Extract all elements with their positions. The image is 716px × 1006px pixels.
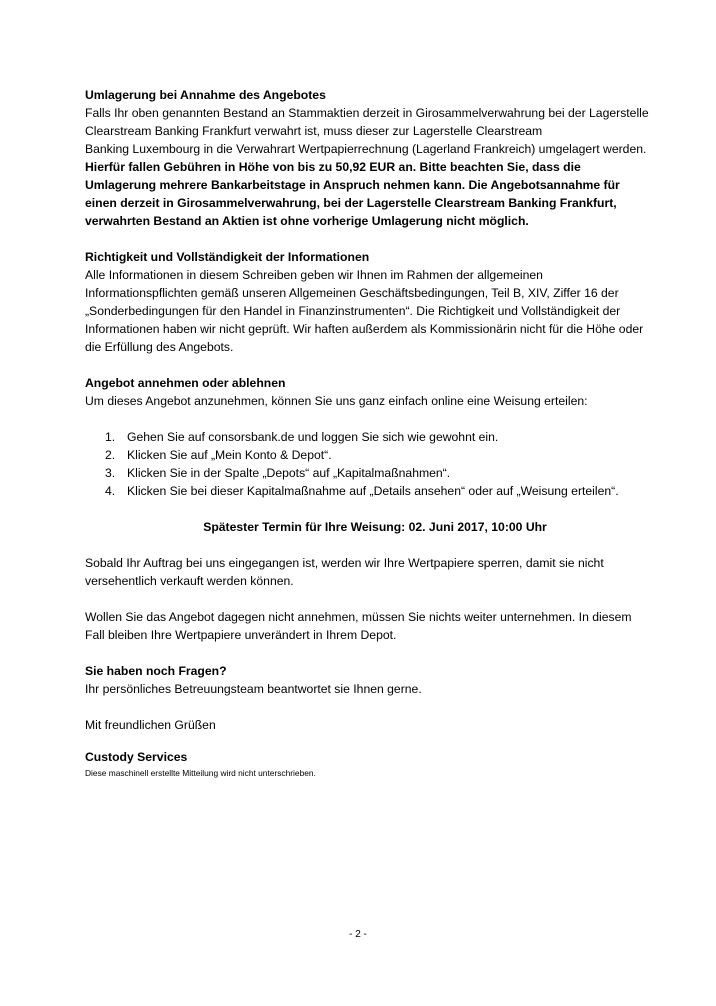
closing-greeting: Mit freundlichen Grüßen bbox=[85, 718, 216, 732]
list-item-number: 2. bbox=[105, 448, 116, 462]
signature-note: Diese maschinell erstellte Mitteilung wird nicht unterschrieben. bbox=[85, 768, 316, 778]
spacer bbox=[85, 536, 665, 554]
document-page bbox=[85, 86, 665, 780]
spacer bbox=[85, 500, 665, 518]
spacer bbox=[85, 356, 665, 374]
spacer bbox=[85, 410, 665, 428]
section-heading-umlagerung: Umlagerung bei Annahme des Angebotes bbox=[85, 88, 326, 102]
list-item-number: 3. bbox=[105, 466, 116, 480]
page-number: - 2 - bbox=[349, 929, 367, 940]
paragraph-line: Um dieses Angebot anzunehmen, können Sie uns ganz einfach online eine Weisung erteilen: bbox=[85, 394, 588, 408]
paragraph-line: Clearstream Banking Frankfurt verwahrt ist, muss dieser zur Lagerstelle Clearstream bbox=[85, 124, 543, 138]
deadline-notice: Spätester Termin für Ihre Weisung: 02. Juni 2017, 10:00 Uhr bbox=[203, 520, 547, 534]
paragraph-line: „Sonderbedingungen für den Handel in Finanzinstrumenten“. Die Richtigkeit und Vollständigkeit der bbox=[85, 304, 621, 318]
section-heading-richtigkeit: Richtigkeit und Vollständigkeit der Informationen bbox=[85, 250, 370, 264]
paragraph-line-bold: Umlagerung mehrere Bankarbeitstage in Anspruch nehmen kann. Die Angebotsannahme für bbox=[85, 178, 620, 192]
paragraph-line: Banking Luxembourg in die Verwahrart Wertpapierrechnung (Lagerland Frankreich) umgelagert werden. bbox=[85, 142, 647, 156]
list-item bbox=[85, 464, 665, 482]
spacer bbox=[85, 734, 665, 748]
list-item bbox=[85, 482, 665, 500]
list-item-text: Klicken Sie bei dieser Kapitalmaßnahme auf „Details ansehen“ oder auf „Weisung erteilen“. bbox=[127, 484, 619, 498]
paragraph-line: Sobald Ihr Auftrag bei uns eingegangen ist, werden wir Ihre Wertpapiere sperren, damit sie nicht bbox=[85, 556, 604, 570]
paragraph-line: Ihr persönliches Betreuungsteam beantwortet sie Ihnen gerne. bbox=[85, 682, 422, 696]
spacer bbox=[85, 590, 665, 608]
paragraph-line: Alle Informationen in diesem Schreiben geben wir Ihnen im Rahmen der allgemeinen bbox=[85, 268, 543, 282]
paragraph-line: Falls Ihr oben genannten Bestand an Stammaktien derzeit in Girosammelverwahrung bei der Lagerstelle bbox=[85, 106, 649, 120]
paragraph-line: Fall bleiben Ihre Wertpapiere unverändert in Ihrem Depot. bbox=[85, 628, 397, 642]
spacer bbox=[85, 698, 665, 716]
list-item-text: Klicken Sie in der Spalte „Depots“ auf „Kapitalmaßnahmen“. bbox=[127, 466, 451, 480]
signature-name: Custody Services bbox=[85, 750, 188, 764]
instruction-list bbox=[85, 428, 665, 500]
list-item bbox=[85, 446, 665, 464]
paragraph-line-bold: einen derzeit in Girosammelverwahrung, bei der Lagerstelle Clearstream Banking Frankfurt, bbox=[85, 196, 617, 210]
paragraph-line: Wollen Sie das Angebot dagegen nicht annehmen, müssen Sie nichts weiter unternehmen. In diesem bbox=[85, 610, 632, 624]
section-heading-angebot: Angebot annehmen oder ablehnen bbox=[85, 376, 286, 390]
list-item bbox=[85, 428, 665, 446]
paragraph-line: Informationen haben wir nicht geprüft. Wir haften außerdem als Kommissionärin nicht für die Höhe oder bbox=[85, 322, 644, 336]
list-item-text: Klicken Sie auf „Mein Konto & Depot“. bbox=[127, 448, 332, 462]
paragraph-line-bold: verwahrten Bestand an Aktien ist ohne vorherige Umlagerung nicht möglich. bbox=[85, 214, 529, 228]
paragraph-line-bold: Hierfür fallen Gebühren in Höhe von bis zu 50,92 EUR an. Bitte beachten Sie, dass die bbox=[85, 160, 581, 174]
paragraph-line: die Erfüllung des Angebots. bbox=[85, 340, 234, 354]
list-item-text: Gehen Sie auf consorsbank.de und loggen Sie sich wie gewohnt ein. bbox=[127, 430, 499, 444]
spacer bbox=[85, 230, 665, 248]
paragraph-line: versehentlich verkauft werden können. bbox=[85, 574, 294, 588]
paragraph-line: Informationspflichten gemäß unseren Allgemeinen Geschäftsbedingungen, Teil B, XIV, Ziffer 16 der bbox=[85, 286, 619, 300]
list-item-number: 4. bbox=[105, 484, 116, 498]
section-heading-fragen: Sie haben noch Fragen? bbox=[85, 664, 227, 678]
list-item-number: 1. bbox=[105, 430, 116, 444]
spacer bbox=[85, 644, 665, 662]
